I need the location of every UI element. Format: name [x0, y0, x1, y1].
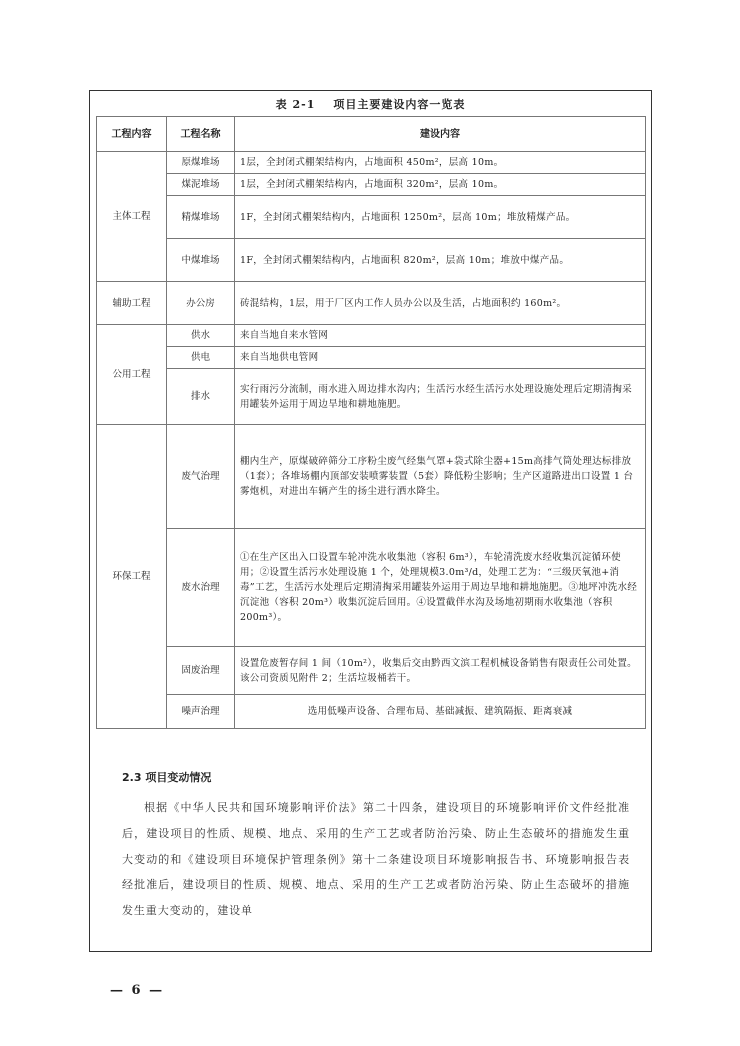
table-row	[97, 529, 646, 647]
page-number: — 6 —	[110, 983, 165, 998]
table-caption: 项目主要建设内容一览表	[333, 98, 466, 111]
section-heading: 2.3 项目变动情况	[122, 771, 212, 784]
name-cell: 精煤堆场	[167, 196, 235, 239]
name-cell: 煤泥堆场	[167, 174, 235, 196]
table-row	[97, 647, 646, 695]
content-cell: 1层，全封闭式棚架结构内，占地面积 450m²，层高 10m。	[235, 152, 646, 174]
name-cell: 供水	[167, 325, 235, 347]
content-cell: 选用低噪声设备、合理布局、基础减振、建筑隔振、距离衰减	[235, 695, 646, 729]
table-row	[97, 369, 646, 425]
content-cell: 砖混结构，1层，用于厂区内工作人员办公以及生活，占地面积约 160m²。	[235, 282, 646, 325]
name-cell: 办公房	[167, 282, 235, 325]
construction-content-table	[96, 116, 646, 729]
table-row	[97, 239, 646, 282]
name-cell: 噪声治理	[167, 695, 235, 729]
content-cell: 来自当地供电管网	[235, 347, 646, 369]
table-row	[97, 174, 646, 196]
table-row	[97, 282, 646, 325]
content-cell: 1层，全封闭式棚架结构内，占地面积 320m²，层高 10m。	[235, 174, 646, 196]
header-content: 建设内容	[235, 117, 646, 152]
table-row	[97, 695, 646, 729]
category-cell: 公用工程	[97, 325, 167, 425]
name-cell: 中煤堆场	[167, 239, 235, 282]
table-row	[97, 347, 646, 369]
category-cell: 环保工程	[97, 425, 167, 729]
table-row	[97, 425, 646, 529]
header-category: 工程内容	[97, 117, 167, 152]
content-cell: 来自当地自来水管网	[235, 325, 646, 347]
table-header-row	[97, 117, 646, 152]
table-title	[89, 96, 652, 112]
content-cell: 1F，全封闭式棚架结构内，占地面积 820m²，层高 10m；堆放中煤产品。	[235, 239, 646, 282]
name-cell: 排水	[167, 369, 235, 425]
category-cell: 主体工程	[97, 152, 167, 282]
header-name: 工程名称	[167, 117, 235, 152]
category-cell: 辅助工程	[97, 282, 167, 325]
name-cell: 废气治理	[167, 425, 235, 529]
name-cell: 供电	[167, 347, 235, 369]
content-cell: 棚内生产，原煤破碎筛分工序粉尘废气经集气罩+袋式除尘器+15m高排气筒处理达标排放（1套）；各堆场棚内顶部安装喷雾装置（5套）降低粉尘影响；生产区道路进出口设置 1 台雾炮机，对进出车辆产生的扬尘进行洒水降尘。	[235, 425, 646, 529]
content-cell: ①在生产区出入口设置车轮冲洗水收集池（容积 6m³），车轮清洗废水经收集沉淀循环使用；②设置生活污水处理设施 1 个，处理规模3.0m³/d，处理工艺为：“三级厌氧池+消毒”工艺，生活污水处理后定期清掏采用罐装外运用于周边旱地和耕地施肥。③地坪冲洗水经沉淀池（容积 20m³）收集沉淀后回用。④设置截伴水沟及场地初期雨水收集池（容积 200m³）。	[235, 529, 646, 647]
content-cell: 实行雨污分流制，雨水进入周边排水沟内；生活污水经生活污水处理设施处理后定期清掏采用罐装外运用于周边旱地和耕地施肥。	[235, 369, 646, 425]
name-cell: 固废治理	[167, 647, 235, 695]
content-cell: 设置危废暂存间 1 间（10m²），收集后交由黔西文滨工程机械设备销售有限责任公司处置。该公司资质见附件 2；生活垃圾桶若干。	[235, 647, 646, 695]
table-row	[97, 325, 646, 347]
table-number: 表 2-1	[275, 98, 316, 111]
name-cell: 废水治理	[167, 529, 235, 647]
content-cell: 1F，全封闭式棚架结构内，占地面积 1250m²，层高 10m；堆放精煤产品。	[235, 196, 646, 239]
table-row	[97, 152, 646, 174]
name-cell: 原煤堆场	[167, 152, 235, 174]
body-paragraph: 根据《中华人民共和国环境影响评价法》第二十四条，建设项目的环境影响评价文件经批准后，建设项目的性质、规模、地点、采用的生产工艺或者防治污染、防止生态破坏的措施发生重大变动的和《建设项目环境保护管理条例》第十二条建设项目环境影响报告书、环境影响报告表经批准后，建设项目的性质、规模、地点、采用的生产工艺或者防治污染、防止生态破坏的措施发生重大变动的，建设单	[122, 801, 630, 918]
table-row	[97, 196, 646, 239]
